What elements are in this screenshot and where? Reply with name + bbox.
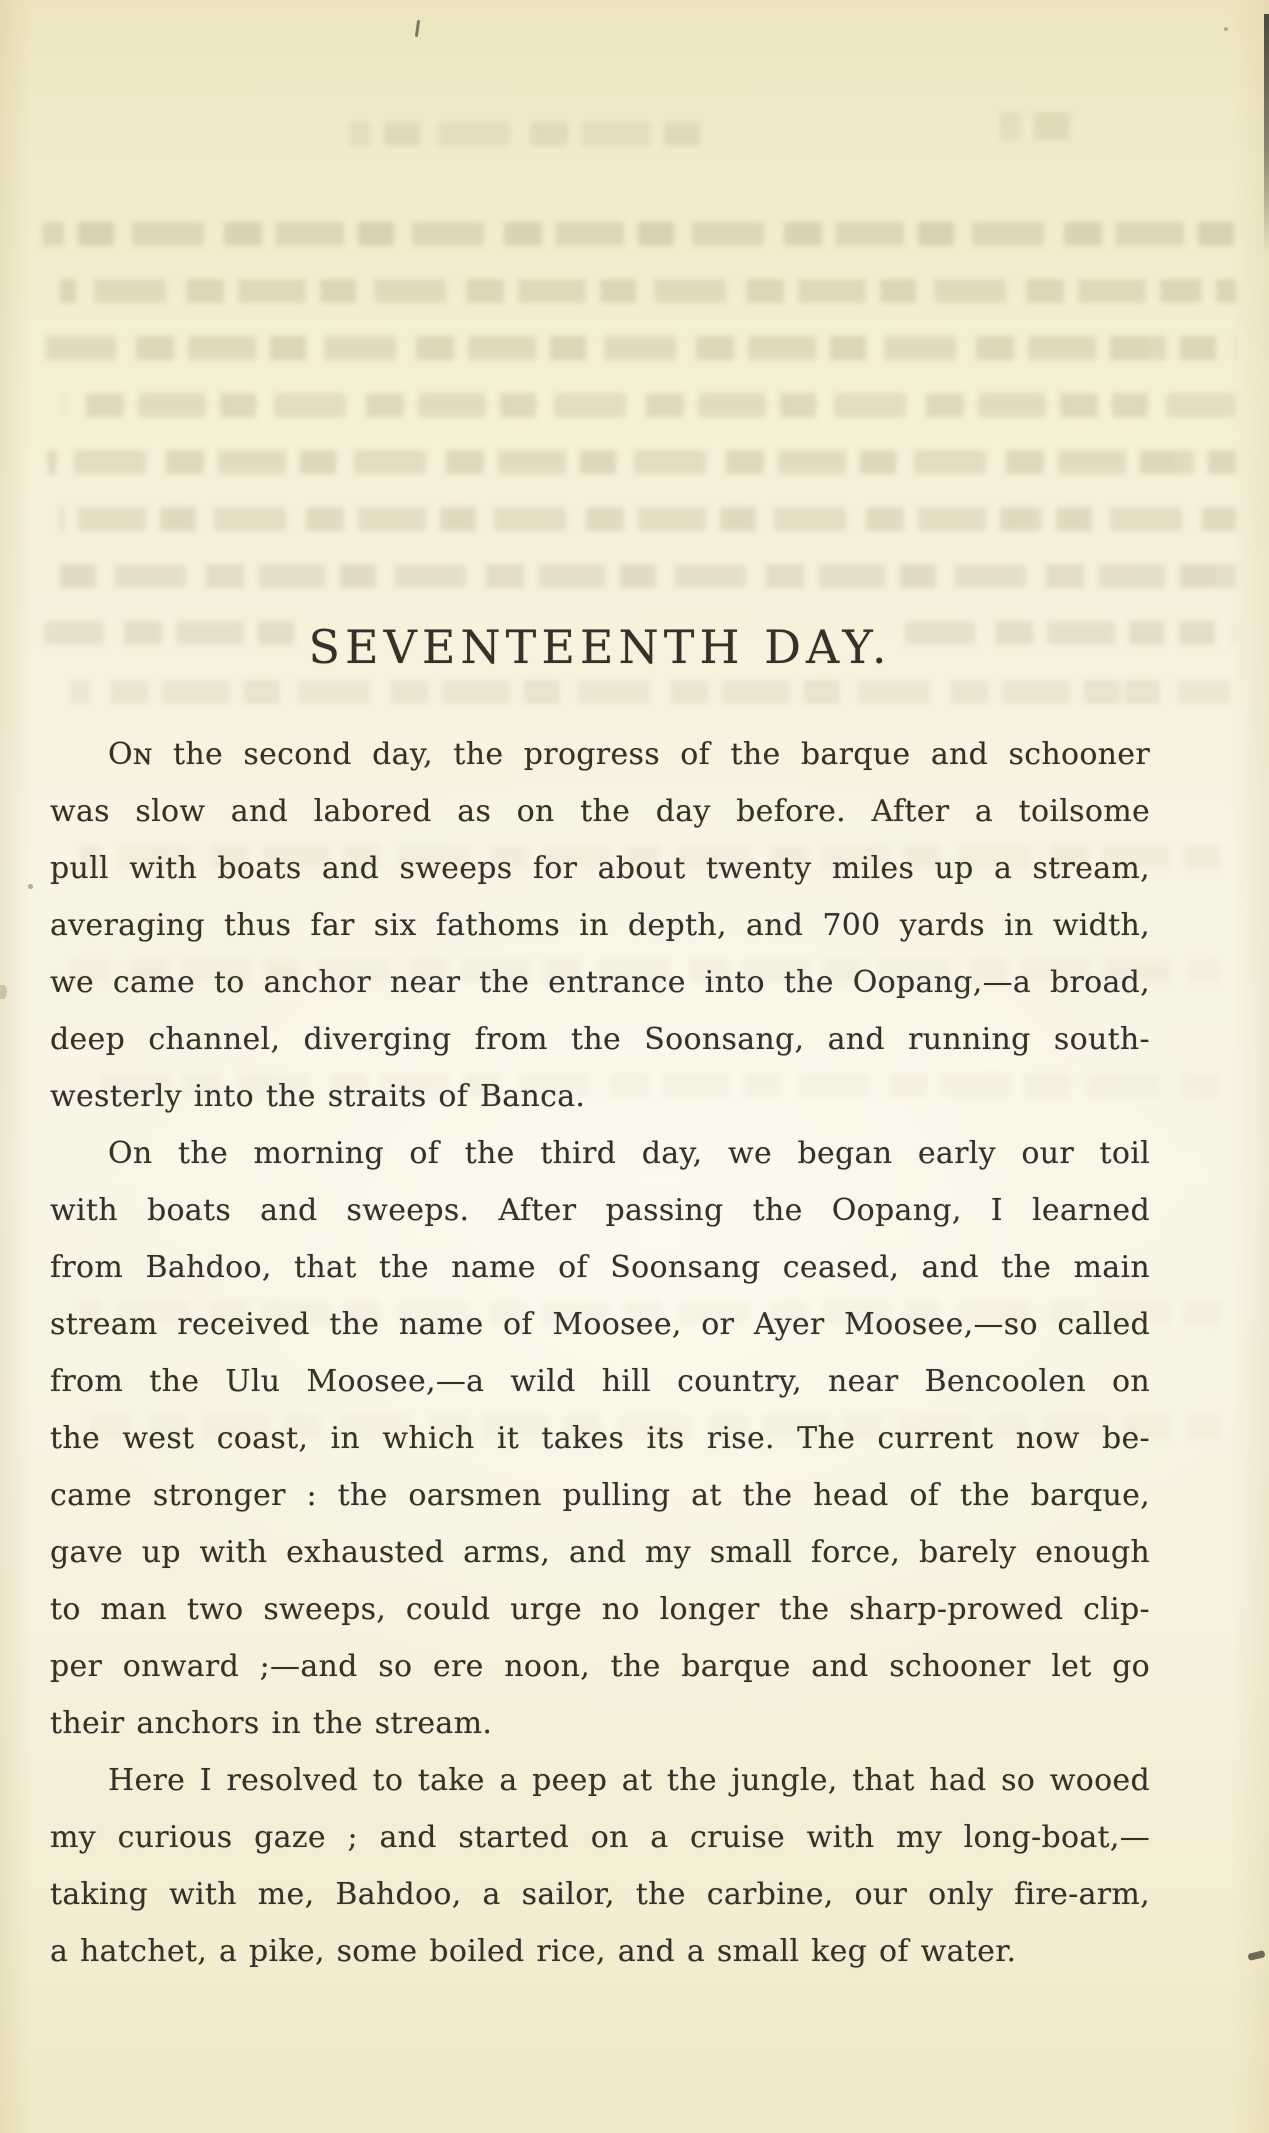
bleed-through-line xyxy=(46,564,1236,588)
text-line: stream received the name of Moosee, or Ayer Moosee,—so called xyxy=(50,1307,1150,1342)
text-line: westerly into the straits of Banca. xyxy=(50,1079,586,1114)
text-line: with boats and sweeps. After passing the Oopang, I learned xyxy=(50,1193,1150,1228)
body-text xyxy=(50,726,1150,1980)
text-line: per onward ;—and so ere noon, the barque and schooner let go xyxy=(50,1649,1150,1684)
page-edge-mark xyxy=(1264,14,1269,254)
text-line: came stronger : the oarsmen pulling at the head of the barque, xyxy=(50,1478,1150,1513)
text-line: the west coast, in which it takes its rise. The current now be- xyxy=(50,1421,1150,1456)
text-line: deep channel, diverging from the Soonsang, and running south- xyxy=(50,1022,1150,1057)
bleed-through-line xyxy=(64,393,1236,417)
bleed-through-page-number xyxy=(1000,112,1070,140)
text-line: averaging thus far six fathoms in depth, and 700 yards in width, xyxy=(50,908,1150,943)
bleed-through-line xyxy=(48,450,1236,474)
text-line: On the morning of the third day, we began early our toil xyxy=(108,1136,1150,1171)
bleed-through-line xyxy=(46,336,1236,360)
page-edge-speck xyxy=(0,985,7,999)
text-line: gave up with exhausted arms, and my small force, barely enough xyxy=(50,1535,1150,1570)
bleed-through-line xyxy=(60,279,1236,303)
ink-dash xyxy=(1247,1950,1265,1961)
chapter-heading: SEVENTEENTH DAY. xyxy=(308,620,892,674)
text-line: their anchors in the stream. xyxy=(50,1706,493,1741)
text-line: Here I resolved to take a peep at the jungle, that had so wooed xyxy=(108,1763,1150,1798)
text-line: was slow and labored as on the day before. After a toilsome xyxy=(50,794,1150,829)
paper-speck xyxy=(1224,27,1228,31)
text-line: taking with me, Bahdoo, a sailor, the carbine, our only fire-arm, xyxy=(50,1877,1150,1912)
bleed-through-line xyxy=(60,507,1236,531)
bleed-through-running-header xyxy=(350,122,700,146)
bleed-through-line xyxy=(42,222,1234,246)
text-line: from Bahdoo, that the name of Soonsang ceased, and the main xyxy=(50,1250,1150,1285)
bleed-through-line xyxy=(70,680,1230,704)
text-line: to man two sweeps, could urge no longer the sharp-prowed clip- xyxy=(50,1592,1150,1627)
text-line: Oɴ the second day, the progress of the barque and schooner xyxy=(108,737,1150,772)
text-line: a hatchet, a pike, some boiled rice, and a small keg of water. xyxy=(50,1934,1017,1969)
text-line: we came to anchor near the entrance into the Oopang,—a broad, xyxy=(50,965,1150,1000)
paper-speck xyxy=(28,884,33,889)
text-line: my curious gaze ; and started on a cruise with my long-boat,— xyxy=(50,1820,1150,1855)
text-line: pull with boats and sweeps for about twenty miles up a stream, xyxy=(50,851,1150,886)
ink-speck xyxy=(415,20,420,37)
text-line: from the Ulu Moosee,—a wild hill country, near Bencoolen on xyxy=(50,1364,1150,1399)
